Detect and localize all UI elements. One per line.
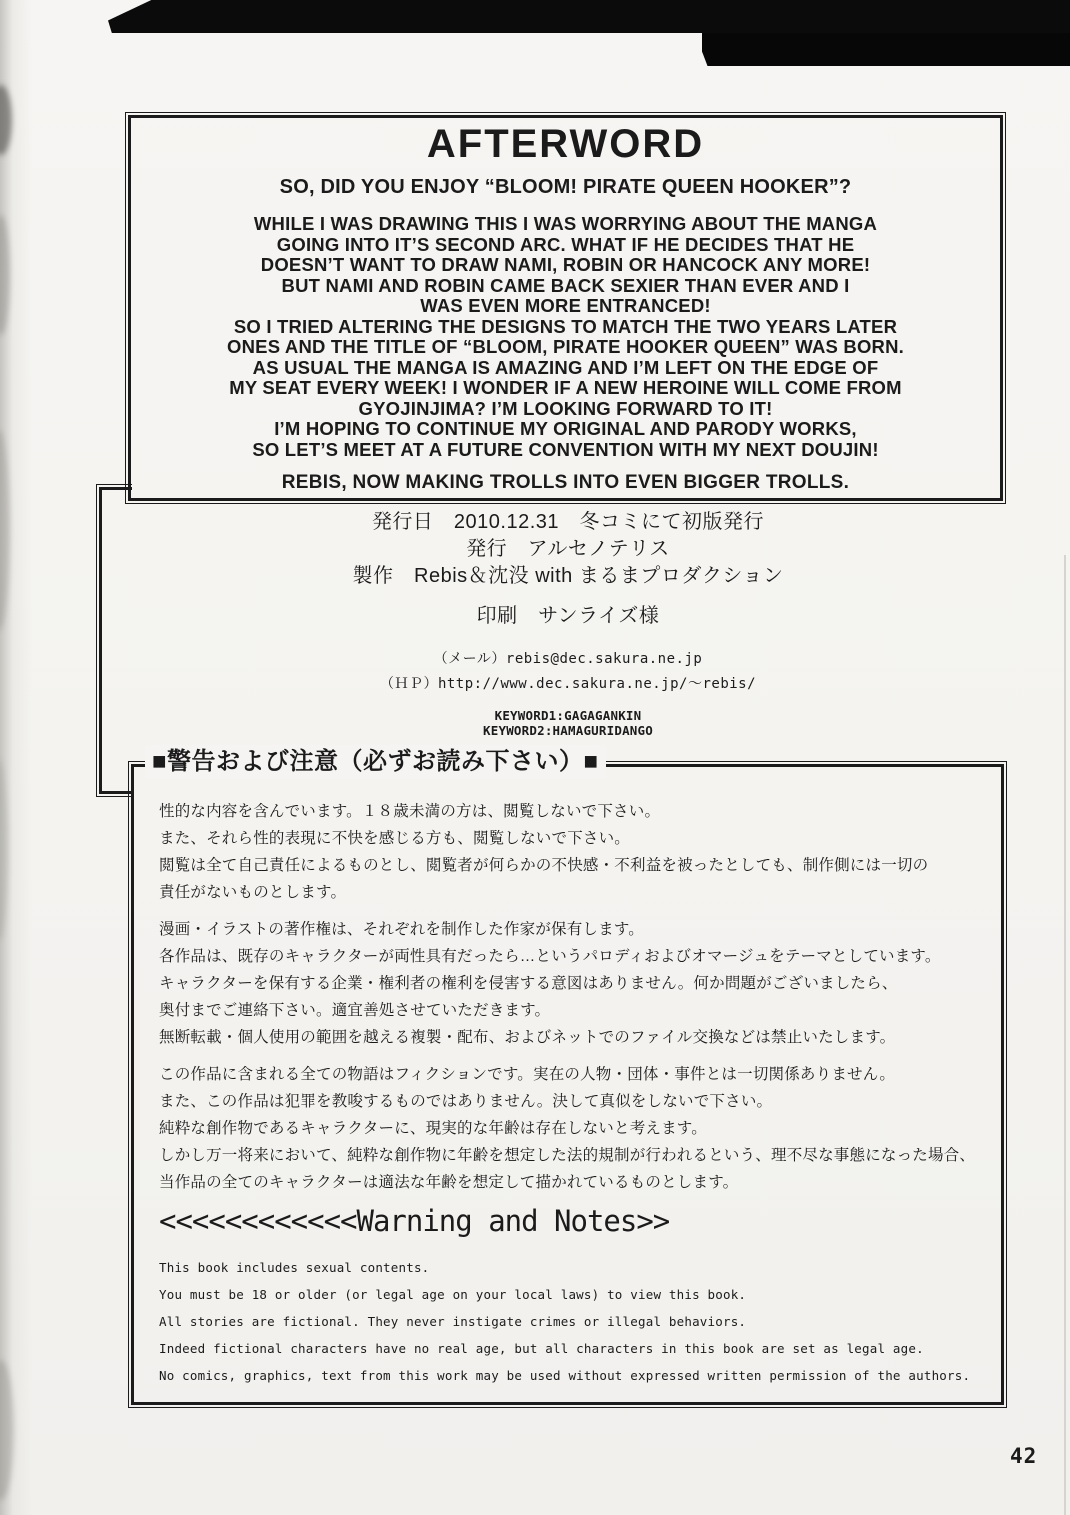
text-line: WAS EVEN MORE ENTRANCED! [420,295,711,316]
connector-bracket-border [96,484,132,797]
text-line: この作品に含まれる全ての物語はフィクションです。実在の人物・団体・事件とは一切関係ありません。 [159,1066,896,1083]
publish-date-line: 発行日 2010.12.31 冬コミにて初版発行 [371,511,765,533]
text-line: 各作品は、既存のキャラクターが両性具有だったら…というパロディおよびオマージュをテーマとしています。 [159,948,941,965]
text-line: しかし万一将来において、純粋な創作物に年齢を想定した法的規制が行われるという、理不尽な事態になった場合、 [159,1147,976,1164]
afterword-body [126,214,1005,460]
text-line: 性的な内容を含んでいます。１８歳未満の方は、閲覧しないで下さい。 [159,803,661,820]
text-line: You must be 18 or older (or legal age on your local laws) to view this book. [159,1287,747,1302]
page-right-edge [1064,555,1066,1515]
text-line: BUT NAMI AND ROBIN CAME BACK SEXIER THAN EVER AND I [281,274,850,296]
text-line: ONES AND THE TITLE OF “BLOOM, PIRATE HOOKER QUEEN” WAS BORN. [227,336,904,357]
production-line: 製作 Rebis＆沈没 with まるまプロダクション [352,565,784,587]
text-line: 純粋な創作物であるキャラクターに、現実的な年齢は存在しないと考えます。 [159,1120,707,1137]
text-line: Indeed fictional characters have no real age, but all characters in this book are set as legal age. [159,1341,924,1356]
text-line: All stories are fictional. They never instigate crimes or illegal behaviors. [159,1314,747,1329]
text-line: GOING INTO IT’S SECOND ARC. WHAT IF HE DECIDES THAT HE [276,233,855,255]
text-line: No comics, graphics, text from this work may be used without expressed written permission of the authors. [159,1368,971,1383]
colophon [130,509,1006,738]
email-line: （メール）rebis@dec.sakura.ne.jp [433,651,703,667]
text-line: 当作品の全てのキャラクターは適法な年齢を想定して描かれているものとします。 [159,1174,739,1191]
text-line: This book includes sexual contents. [159,1260,430,1275]
text-line: I’M HOPING TO CONTINUE MY ORIGINAL AND PARODY WORKS, [274,418,857,439]
text-line: AS USUAL THE MANGA IS AMAZING AND I’M LEFT ON THE EDGE OF [252,356,879,378]
warning-box [128,748,1007,1408]
website-line: （ＨＰ）http://www.dec.sakura.ne.jp/～rebis/ [379,676,757,692]
warning-jp-paragraph-3 [159,1061,988,1196]
text-line: 責任がないものとします。 [159,884,347,901]
scan-artifact-top-bar [108,0,1070,33]
printer-line: 印刷 サンライズ様 [476,605,660,627]
text-line: SO I TRIED ALTERING THE DESIGNS TO MATCH THE TWO YEARS LATER [233,315,898,337]
warning-en-heading: <<<<<<<<<<<<Warning and Notes>> [159,1204,670,1238]
text-line: SO LET’S MEET AT A FUTURE CONVENTION WITH MY NEXT DOUJIN! [252,438,879,460]
text-line: MY SEAT EVERY WEEK! I WONDER IF A NEW HEROINE WILL COME FROM [229,377,902,398]
afterword-signoff: REBIS, NOW MAKING TROLLS INTO EVEN BIGGER TROLLS. [281,472,850,493]
afterword-subtitle: SO, DID YOU ENJOY “BLOOM! PIRATE QUEEN HOOKER”? [279,176,852,198]
afterword-box [125,112,1006,504]
text-line: 閲覧は全て自己責任によるものとし、閲覧者が何らかの不快感・不利益を被ったとしても、制作側には一切の [159,857,929,874]
warning-header: ■警告および注意（必ずお読み下さい）■ [145,745,606,779]
text-line: 無断転載・個人使用の範囲を越える複製・配布、およびネットでのファイル交換などは禁止いたします。 [159,1029,896,1046]
afterword-title: AFTERWORD [426,122,705,166]
text-line: DOESN’T WANT TO DRAW NAMI, ROBIN OR HANCOCK ANY MORE! [260,254,871,275]
warning-jp-paragraph-1 [159,798,988,906]
text-line: また、この作品は犯罪を教唆するものではありません。決して真似をしないで下さい。 [159,1093,773,1110]
keyword1-line: KEYWORD1:GAGAGANKIN [494,708,642,723]
keyword2-line: KEYWORD2:HAMAGURIDANGO [483,723,653,738]
warning-jp-paragraph-2 [159,916,988,1051]
warning-en-paragraph [159,1254,988,1389]
publisher-line: 発行 アルセノテリス [466,538,670,560]
page-number: 42 [1010,1444,1038,1468]
text-line: キャラクターを保有する企業・権利者の権利を侵害する意図はありません。何か問題がございましたら、 [159,975,898,992]
text-line: GYOJINJIMA? I’M LOOKING FORWARD TO IT! [358,397,773,419]
text-line: 漫画・イラストの著作権は、それぞれを制作した作家が保有します。 [159,921,644,938]
text-line: WHILE I WAS DRAWING THIS I WAS WORRYING ABOUT THE MANGA [253,213,878,234]
text-line: また、それら性的表現に不快を感じる方も、閲覧しないで下さい。 [159,830,631,847]
text-line: 奥付までご連絡下さい。適宜善処させていただきます。 [159,1002,551,1019]
